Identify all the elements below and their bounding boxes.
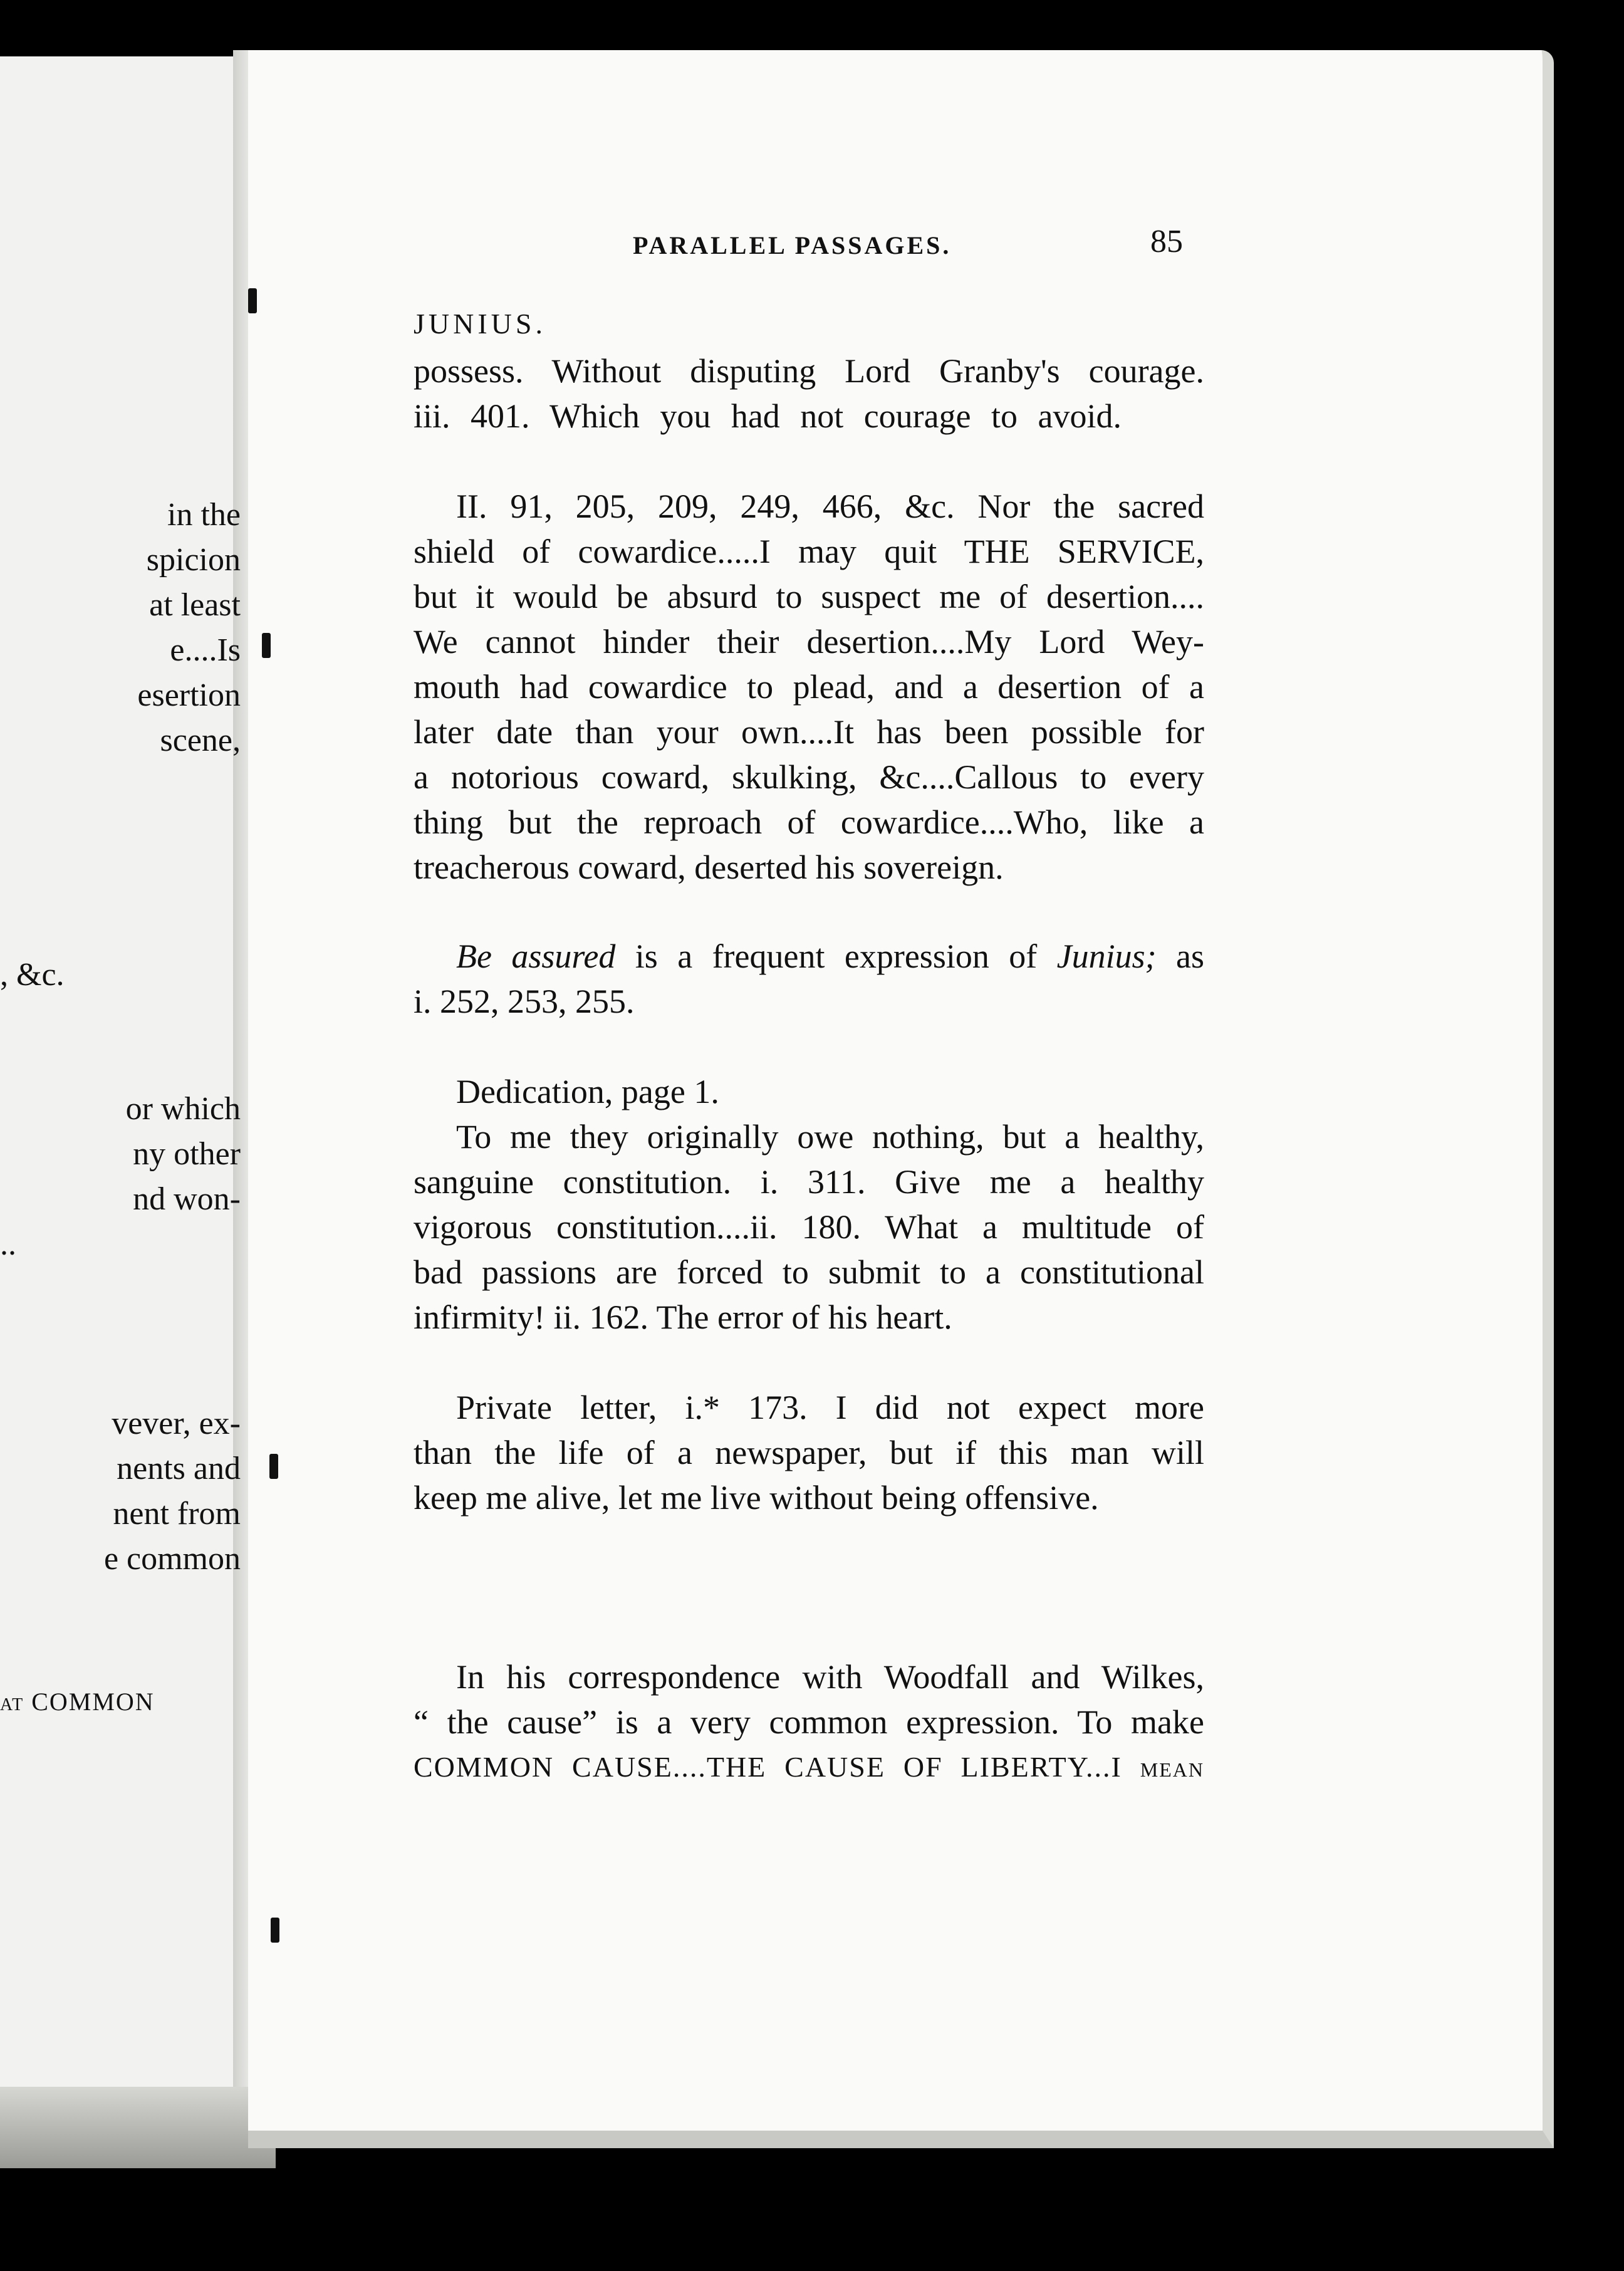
left-page-line: at least: [149, 587, 241, 623]
page-number: 85: [1150, 224, 1183, 259]
binding-mark: [269, 1454, 278, 1479]
text-line: We cannot hinder their desertion....My Lord Wey-: [414, 623, 1204, 660]
text-line: To me they originally owe nothing, but a healthy,: [456, 1118, 1204, 1156]
text-line: possess. Without disputing Lord Granby's courage.: [414, 352, 1204, 390]
text-line: keep me alive, let me live without being offensive.: [414, 1479, 1099, 1517]
text-line: iii. 401. Which you had not courage to avoid.: [414, 397, 1122, 435]
text-line: shield of cowardice.....I may quit THE SERVICE,: [414, 533, 1204, 570]
text-line: a notorious coward, skulking, &c....Callous to every: [414, 758, 1204, 796]
text-line: i. 252, 253, 255.: [414, 983, 635, 1020]
left-page-line: vever, ex-: [112, 1406, 241, 1441]
italic-name: Junius;: [1056, 937, 1157, 975]
text-line: [456, 934, 1204, 979]
left-page-line: at COMMON: [0, 1688, 155, 1716]
text-line: mouth had cowardice to plead, and a desertion of a: [414, 668, 1204, 706]
left-page-line: e common: [103, 1541, 241, 1577]
text-line: “ the cause” is a very common expression. To make: [414, 1703, 1204, 1741]
left-page-line: nent from: [113, 1496, 241, 1532]
page-edge-shadow: [0, 2087, 276, 2168]
text-line: II. 91, 205, 209, 249, 466, &c. Nor the sacred: [456, 488, 1204, 525]
text-line: In his correspondence with Woodfall and Wilkes,: [456, 1658, 1204, 1696]
text-line: infirmity! ii. 162. The error of his heart.: [414, 1298, 952, 1336]
text-line: than the life of a newspaper, but if this man will: [414, 1434, 1204, 1471]
text-line: later date than your own....It has been possible for: [414, 713, 1204, 751]
junius-heading: JUNIUS.: [414, 308, 546, 340]
left-page-line: in the: [167, 497, 241, 533]
text-span: as: [1156, 937, 1204, 975]
left-page-line: nents and: [117, 1451, 241, 1486]
binding-mark: [262, 633, 271, 658]
text-line: treacherous coward, deserted his sovereign.: [414, 848, 1004, 886]
running-title: PARALLEL PASSAGES.: [633, 231, 952, 259]
text-line: Dedication, page 1.: [456, 1073, 719, 1110]
text-line: bad passions are forced to submit to a constitutional: [414, 1253, 1204, 1291]
left-page-line: spicion: [146, 542, 241, 578]
text-line: vigorous constitution....ii. 180. What a multitude of: [414, 1208, 1204, 1246]
text-line: sanguine constitution. i. 311. Give me a healthy: [414, 1163, 1204, 1201]
binding-mark: [248, 288, 257, 313]
left-page-line: or which: [125, 1091, 241, 1127]
text-line: but it would be absurd to suspect me of desertion....: [414, 578, 1204, 615]
left-page-line: , &c.: [0, 957, 65, 993]
left-page-line: e....Is: [170, 632, 241, 668]
text-span: is a frequent expression of: [615, 937, 1057, 975]
left-page-line: ..: [0, 1226, 16, 1262]
text-line: thing but the reproach of cowardice....Who, like a: [414, 803, 1204, 841]
binding-mark: [271, 1918, 279, 1943]
left-page-line: scene,: [160, 723, 241, 758]
text-line: Private letter, i.* 173. I did not expect more: [456, 1389, 1204, 1426]
left-page-line: nd won-: [133, 1181, 241, 1217]
italic-phrase: Be assured: [456, 937, 616, 975]
left-page-line: esertion: [137, 677, 241, 713]
text-line: COMMON CAUSE....THE CAUSE OF LIBERTY...I mean: [414, 1751, 1204, 1783]
left-page-line: ny other: [133, 1136, 241, 1172]
